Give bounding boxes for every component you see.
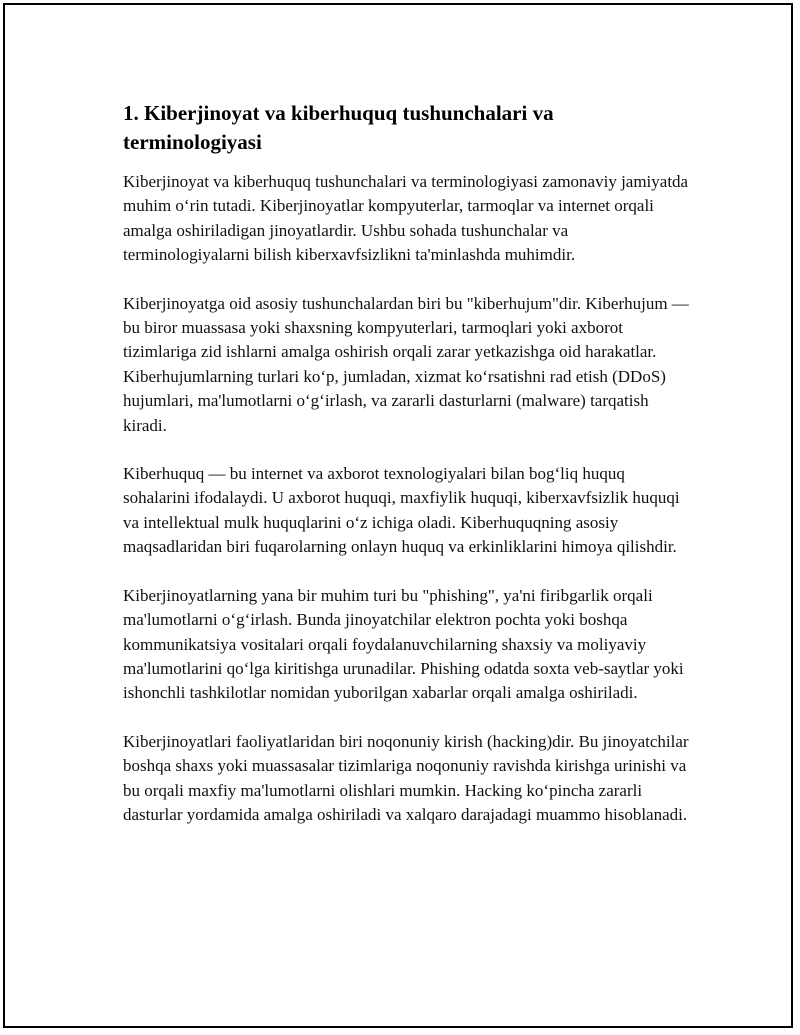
paragraph-4: Kiberjinoyatlarning yana bir muhim turi bu "phishing", ya'ni firibgarlik orqali ma'lumotlarni oʻgʻirlash. Bunda jinoyatchilar elektron pochta yoki boshqa kommunikatsiya vositalari orqali foydalanuvchilarning shaxsiy va moliyaviy ma'lumotlarini qoʻlga kiritishga urunadilar. Phishing odatda soxta veb-saytlar yoki ishonchli tashkilotlar nomidan yuborilgan xabarlar orqali amalga oshiriladi. bbox=[123, 585, 684, 703]
section-heading: 1. Kiberjinoyat va kiberhuquq tushunchalari va terminologiyasi bbox=[123, 101, 554, 154]
page-frame bbox=[3, 3, 793, 1028]
paragraph-2: Kiberjinoyatga oid asosiy tushunchalardan biri bu "kiberhujum"dir. Kiberhujum — bu biror muassasa yoki shaxsning kompyuterlari, tarmoqlari yoki axborot tizimlariga zid ishlarni amalga oshirish orqali zarar yetkazishga oid harakatlar. Kiberhujumlarning turlari koʻp, jumladan, xizmat koʻrsatishni rad etish (DDoS) hujumlari, ma'lumotlarni oʻgʻirlash, va zararli dasturlarni (malware) tarqatish kiradi. bbox=[123, 293, 689, 435]
paragraph-5: Kiberjinoyatlari faoliyatlaridan biri noqonuniy kirish (hacking)dir. Bu jinoyatchilar boshqa shaxs yoki muassasalar tizimlariga noqonuniy ravishda kirishga urinishi va bu orqali maxfiy ma'lumotlarni olishlari mumkin. Hacking koʻpincha zararli dasturlar yordamida amalga oshiriladi va xalqaro darajadagi muammo hisoblanadi. bbox=[123, 731, 689, 824]
paragraph-1: Kiberjinoyat va kiberhuquq tushunchalari va terminologiyasi zamonaviy jamiyatda muhim oʻrin tutadi. Kiberjinoyatlar kompyuterlar, tarmoqlar va internet orqali amalga oshiriladigan jinoyatlardir. Ushbu sohada tushunchalar va terminologiyalarni bilish kiberxavfsizlikni ta'minlashda muhimdir. bbox=[123, 172, 689, 265]
document-body bbox=[123, 99, 689, 851]
paragraph-3: Kiberhuquq — bu internet va axborot texnologiyalari bilan bogʻliq huquq sohalarini ifodalaydi. U axborot huquqi, maxfiylik huquqi, kiberxavfsizlik huquqi va intellektual mulk huquqlarini oʻz ichiga oladi. Kiberhuquqning asosiy maqsadlaridan biri fuqarolarning onlayn huquq va erkinliklarini himoya qilishdir. bbox=[123, 464, 680, 557]
